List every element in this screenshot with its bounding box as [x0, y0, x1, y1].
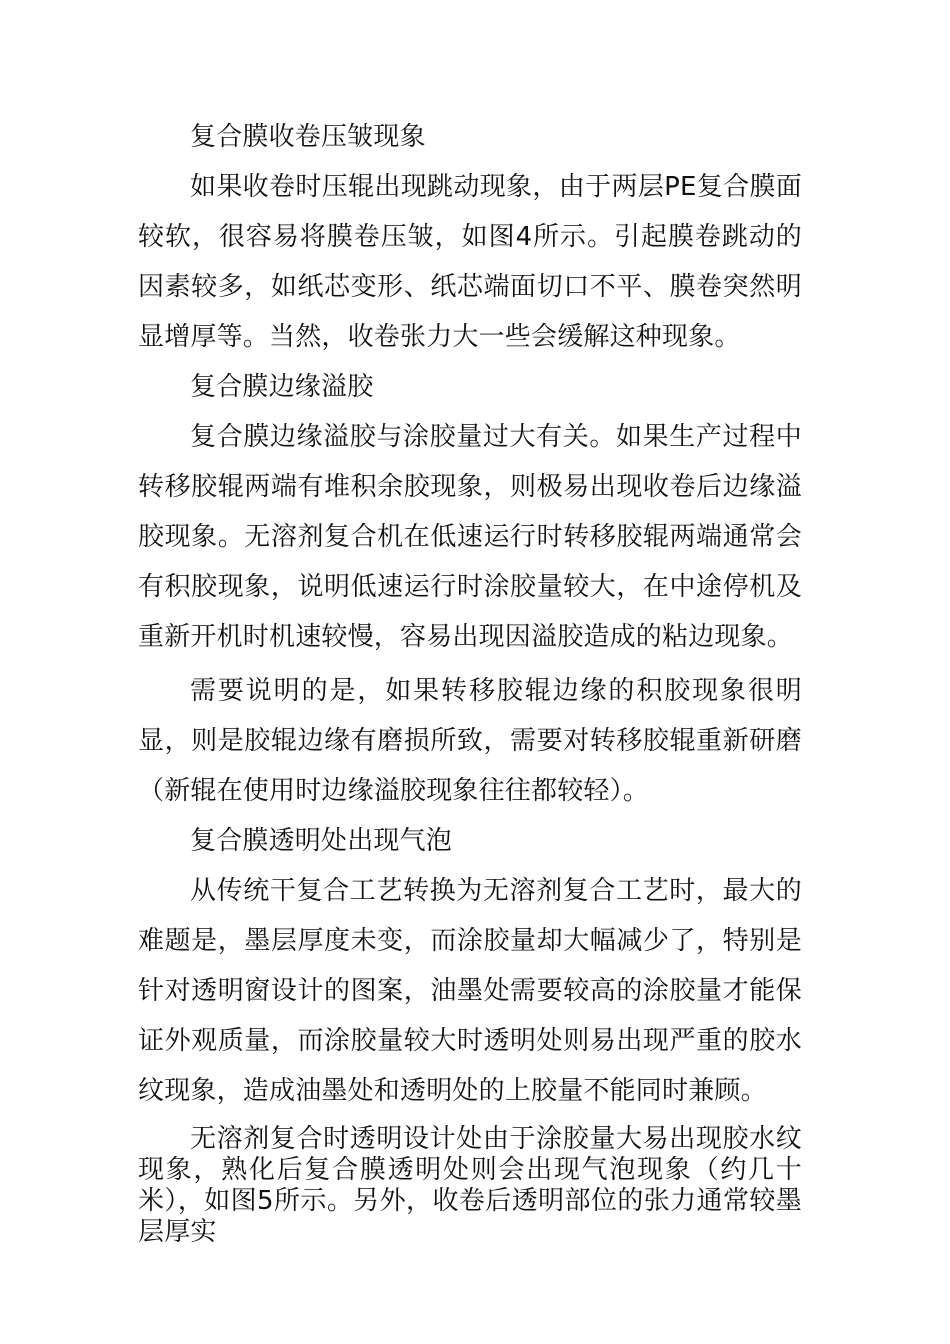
- paragraph-transparent-bubbles-1: 从传统干复合工艺转换为无溶剂复合工艺时，最大的难题是，墨层厚度未变，而涂胶量却大幅减少了，特别是针对透明窗设计的图案，油墨处需要较高的涂胶量才能保证外观质量，而涂胶量较大时透明处则易出现严重的胶水纹现象，造成油墨处和透明处的上胶量不能同时兼顾。: [138, 876, 802, 1106]
- document-body: [138, 112, 802, 1248]
- paragraph-transparent-bubbles-2: 无溶剂复合时透明设计处由于涂胶量大易出现胶水纹现象，熟化后复合膜透明处则会出现气泡现象（约几十米），如图5所示。另外，收卷后透明部位的张力通常较墨层厚实: [138, 1124, 802, 1247]
- paragraph-edge-glue-overflow-2: 需要说明的是，如果转移胶辊边缘的积胶现象很明显，则是胶辊边缘有磨损所致，需要对转移胶辊重新研磨（新辊在使用时边缘溢胶现象往往都较轻）。: [138, 676, 802, 806]
- section-heading-transparent-bubbles: 复合膜透明处出现气泡: [190, 826, 453, 856]
- section-heading-winding-wrinkle: 复合膜收卷压皱现象: [190, 122, 426, 152]
- paragraph-winding-wrinkle: 如果收卷时压辊出现跳动现象，由于两层PE复合膜面较软，很容易将膜卷压皱，如图4所示。引起膜卷跳动的因素较多，如纸芯变形、纸芯端面切口不平、膜卷突然明显增厚等。当然，收卷张力大一些会缓解这种现象。: [138, 172, 802, 352]
- section-heading-edge-glue-overflow: 复合膜边缘溢胶: [190, 372, 374, 402]
- paragraph-edge-glue-overflow-1: 复合膜边缘溢胶与涂胶量过大有关。如果生产过程中转移胶辊两端有堆积余胶现象，则极易出现收卷后边缘溢胶现象。无溶剂复合机在低速运行时转移胶辊两端通常会有积胶现象，说明低速运行时涂胶量较大，在中途停机及重新开机时机速较慢，容易出现因溢胶造成的粘边现象。: [138, 422, 802, 652]
